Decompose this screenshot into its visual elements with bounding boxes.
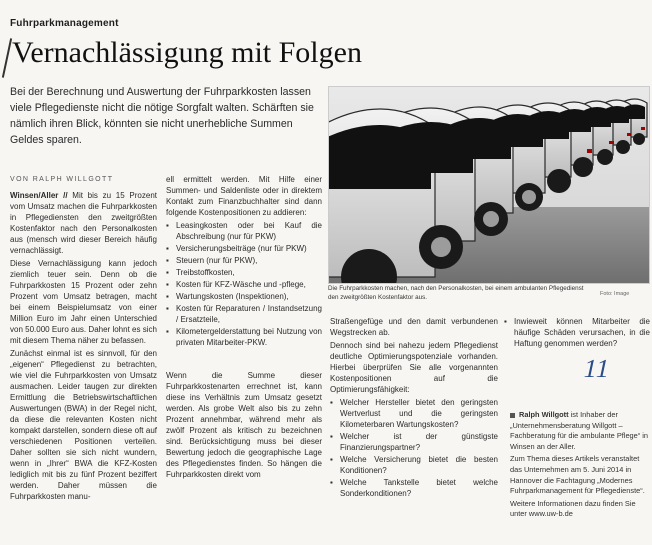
- bullet-square-icon: [510, 413, 515, 418]
- list-item: ▪ Versicherungsbeiträge (nur für PKW): [166, 243, 322, 254]
- event-note: Zum Thema dieses Artikels veranstaltet das Unternehmen am 5. Juni 2014 in Hannover die Fachtagung „Modernes Fuhrparkmanagement für Pflegedienste“.: [510, 454, 645, 496]
- paragraph: Dennoch sind bei nahezu jedem Pflegedienst deutliche Optimierungspotenziale vorhanden. Hierbei überprüfen Sie alle vorgenannten Kostenpositionen auf die Optimierungsfähigkeit:: [330, 341, 498, 394]
- article-column-2-continued: [166, 370, 322, 542]
- list-item: ▪ Welcher Hersteller bietet den geringsten Wertverlust und die geringsten Kilometerbaren Wartungskosten?: [330, 397, 498, 430]
- article-column-4: [504, 316, 650, 350]
- list-item: ▪ Inwieweit können Mitarbeiter die häufige Schäden verursachen, in die Haftung genommen werden?: [504, 316, 650, 349]
- paragraph: Diese Vernachlässigung kann jedoch ziemlich teuer sein. Denn ob die Fuhrparkkosten 15 Prozent oder zehn Prozent vom Umsatz betragen, macht bei einem Beispielumsatz von einer Million Euro im Jahr einen Unterschied von 50.000 Euro aus. Daher lohnt es sich mit diesem Thema näher zu befassen.: [10, 259, 157, 345]
- author-name: Ralph Willgott: [519, 410, 569, 419]
- cost-position-list: [166, 220, 322, 348]
- optimization-question-list-continued: [504, 316, 650, 349]
- article-column-3: [330, 316, 498, 500]
- list-item: ▪ Welche Tankstelle bietet welche Sonderkonditionen?: [330, 477, 498, 499]
- paragraph: ell ermittelt werden. Mit Hilfe einer Summen- und Saldenliste oder in direktem Kontakt zum Finanzbuchhalter sind dann folgende Kostenpositionen zu addieren:: [166, 175, 322, 217]
- list-item: ▪ Treibstoffkosten,: [166, 267, 322, 278]
- article-intro: Bei der Berechnung und Auswertung der Fuhrparkkosten lassen viele Pflegedienste nicht die nötige Sorgfalt walten. Schärften sie nämlich ihren Blick, könnten sie nicht unerhebliche Summen Geldes sparen.: [10, 86, 314, 146]
- list-item: ▪ Wartungskosten (Inspektionen),: [166, 291, 322, 302]
- photo-credit: Foto: Image: [600, 291, 630, 297]
- dateline: Winsen/Aller //: [10, 191, 68, 200]
- page-number: 11: [581, 354, 613, 383]
- list-item: ▪ Kosten für KFZ-Wäsche und -pflege,: [166, 279, 322, 290]
- parked-cars-photo: [328, 86, 650, 284]
- paragraph: Mit bis zu 15 Prozent vom Umsatz machen die Fuhrparkkosten in Pflegediensten den zweitgrößten Kostenfaktor nach den Personalkosten aus (mensch wird dieser Bereich häufig vernachlässigt.: [10, 191, 157, 255]
- article-title: Vernachlässigung mit Folgen: [12, 36, 362, 69]
- author-byline: VON RALPH WILLGOTT: [10, 176, 114, 183]
- list-item: ▪ Leasingkosten oder bei Kauf die Abschreibung (nur für PKW): [166, 220, 322, 242]
- paragraph: Zunächst einmal ist es sinnvoll, für den „eigenen“ Pflegedienst zu betrachten, wie viel die Fuhrparkkosten von Umsatz ausmachen. Leider taugen zur direkten Ermittlung die Betriebswirtschaftlichen Auswertungen (BWA) in der Regel nicht, da diese die relevanten Kosten nicht kompakt darstellen, sondern diese oft auf verschiedenen Positionen verteilen. Daher sollten sie sich nicht wundern, wenn in „Ihrer“ BWA die KFZ-Kosten lediglich mit bis zu fünf Prozent beziffert werden. Daher müssen die Fuhrparkkosten manu-: [10, 349, 157, 501]
- photo-caption: Die Fuhrparkkosten machen, nach den Personalkosten, bei einem ambulanten Pflegedienst den zweitgrößten Kostenfaktor aus.: [328, 285, 584, 301]
- list-item: ▪ Steuern (nur für PKW),: [166, 255, 322, 266]
- list-item: ▪ Kilometergelderstattung bei Nutzung von privaten Mitarbeiter-PKW.: [166, 326, 322, 348]
- title-accent-mark: [2, 38, 12, 78]
- author-box: [510, 410, 652, 520]
- list-item: ▪ Welche Versicherung bietet die besten Konditionen?: [330, 454, 498, 476]
- author-bio: ist Inhaber der „Unternehmensberatung Willgott – Fachberatung für die ambulante Pflege“ in Winsen an der Aller.: [510, 410, 649, 451]
- paragraph: Straßengefüge und den damit verbundenen Wegstrecken ab.: [330, 317, 498, 337]
- optimization-question-list: [330, 397, 498, 499]
- article-column-2: [166, 174, 322, 349]
- info-link-note: Weitere Informationen dazu finden Sie unter www.uw-b.de: [510, 498, 636, 519]
- list-item: ▪ Kosten für Reparaturen / Instandsetzung / Ersatzteile,: [166, 303, 322, 325]
- section-label: Fuhrparkmanagement: [10, 18, 119, 29]
- paragraph: Wenn die Summe dieser Fuhrparkkostenarten errechnet ist, kann diese ins Verhältnis zum Umsatz gesetzt werden. Als grobe Welt also bis zu zehn Prozent annehmbar, während mehr als zwölf Prozent als kritisch zu bezeichnen sind. Berücksichtigung muss bei dieser Bewertung jedoch die geographische Lage des Pflegedienstes finden. So hängen die Fuhrparkkosten direkt vom: [166, 371, 322, 479]
- list-item: ▪ Welcher ist der günstigste Finanzierungspartner?: [330, 431, 498, 453]
- article-column-1: [10, 190, 157, 542]
